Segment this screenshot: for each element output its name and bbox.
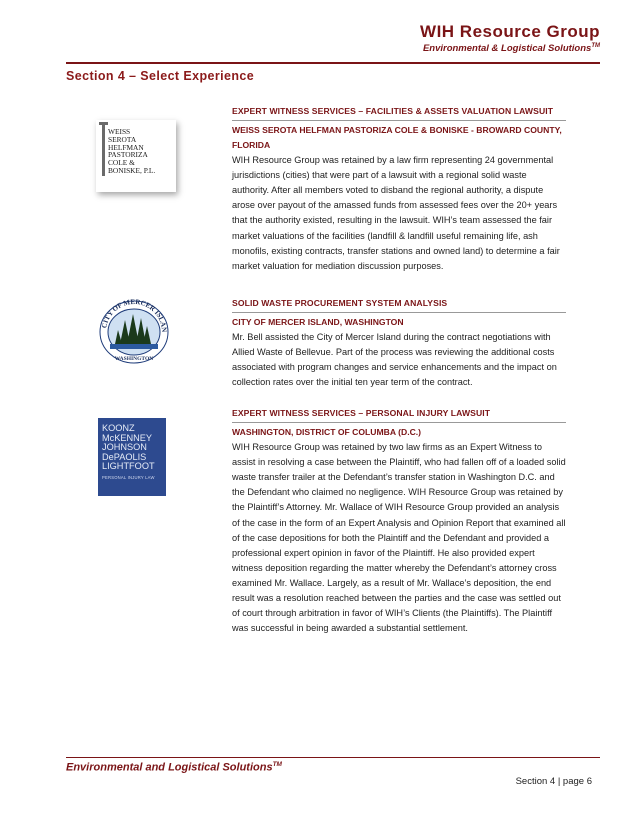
footer-divider <box>66 757 600 758</box>
entry-client: WEISS SEROTA HELFMAN PASTORIZA COLE & BONISKE - BROWARD COUNTY, FLORIDA <box>232 125 562 151</box>
footer-tagline: Environmental and Logistical Solutions™ <box>66 761 282 774</box>
entry-service: EXPERT WITNESS SERVICES – PERSONAL INJURY LAWSUIT <box>232 406 566 423</box>
entry-client: WASHINGTON, DISTRICT OF COLUMBA (D.C.) <box>232 427 422 438</box>
brand-block <box>420 22 600 54</box>
entry-body: WIH Resource Group was retained by a law firm representing 24 governmental jurisdictions (cities) that were part of a lawsuit with a regional solid waste authority. After all members voted to disband the regional authority, a dispute arose over payout of the amassed funds from assessed fees over the 20+ years that the authority existed, resulting in the lawsuit. WIH’s team assessed the fair market valuations of the facilities (landfill & landfill useful remaining life, ash monofils, existing contracts, transfer stations and owned land) to determine a fair market valuation for mediation discussion purposes. <box>232 155 560 271</box>
koonz-mckenney-logo <box>98 418 166 496</box>
mercer-island-seal-logo <box>96 298 172 366</box>
weiss-logo-text: WEISS SEROTA HELFMAN PASTORIZA COLE & BONISKE, P.L. <box>108 127 156 175</box>
svg-text:WASHINGTON: WASHINGTON <box>114 356 154 362</box>
brand-tagline: Environmental & Logistical Solutions™ <box>422 43 600 55</box>
kmj-logo-text: KOONZ McKENNEY JOHNSON DePAOLIS LIGHTFOOT PERSONAL INJURY LAW <box>102 423 155 480</box>
header-divider <box>66 62 600 64</box>
section-title: Section 4 – Select Experience <box>66 69 255 83</box>
experience-entry <box>232 296 566 390</box>
experience-entry <box>232 406 566 636</box>
mercer-seal-icon <box>96 298 172 366</box>
page-number: Section 4 | page 6 <box>515 776 592 787</box>
brand-title: WIH Resource Group <box>420 22 600 41</box>
svg-text:CITY OF MERCER ISLAND: CITY OF MERCER ISLAN <box>100 298 169 333</box>
column-icon <box>102 124 105 176</box>
entry-body: WIH Resource Group was retained by two law firms as an Expert Witness to assist in resolving a case between the Plaintiff, who had fallen off of a loaded solid waste transfer trailer at the Defendant’s transfer station in Washington D.C. and the Defendant who claimed no negligence. WIH Resource Group was retained by the Plaintiff’s Attorney. Mr. Wallace of WIH Resource Group provided an analysis of the case in the form of an Expert Analysis and Opinion Report that examined all of the case depositions for both the Plaintiff and the Defendant and provided a professional expert opinion in favor of the Plaintiff. He also provided expert witness deposition regarding the matter whereby the Defendant’s attorney cross examined Mr. Wallace. Largely, as a result of Mr. Wallace’s deposition, the end result was a resolution reached between the parties and the case was settled out of court through arbitration in favor of WIH’s Clients (the Plaintiffs). The Plaintiff was successful in being awarded a substantial settlement. <box>232 442 566 634</box>
entry-body: Mr. Bell assisted the City of Mercer Island during the contract negotiations with Allied Waste of Bellevue. Part of the process was reviewing the additional costs associated with program changes and service enhancements and the impact on collection rates over the initial ten year term of the contract. <box>232 332 557 388</box>
entry-client: CITY OF MERCER ISLAND, WASHINGTON <box>232 317 404 328</box>
entry-service: EXPERT WITNESS SERVICES – FACILITIES & ASSETS VALUATION LAWSUIT <box>232 104 566 121</box>
weiss-serota-logo <box>96 120 176 192</box>
experience-entry <box>232 104 566 274</box>
entry-service: SOLID WASTE PROCUREMENT SYSTEM ANALYSIS <box>232 296 566 313</box>
